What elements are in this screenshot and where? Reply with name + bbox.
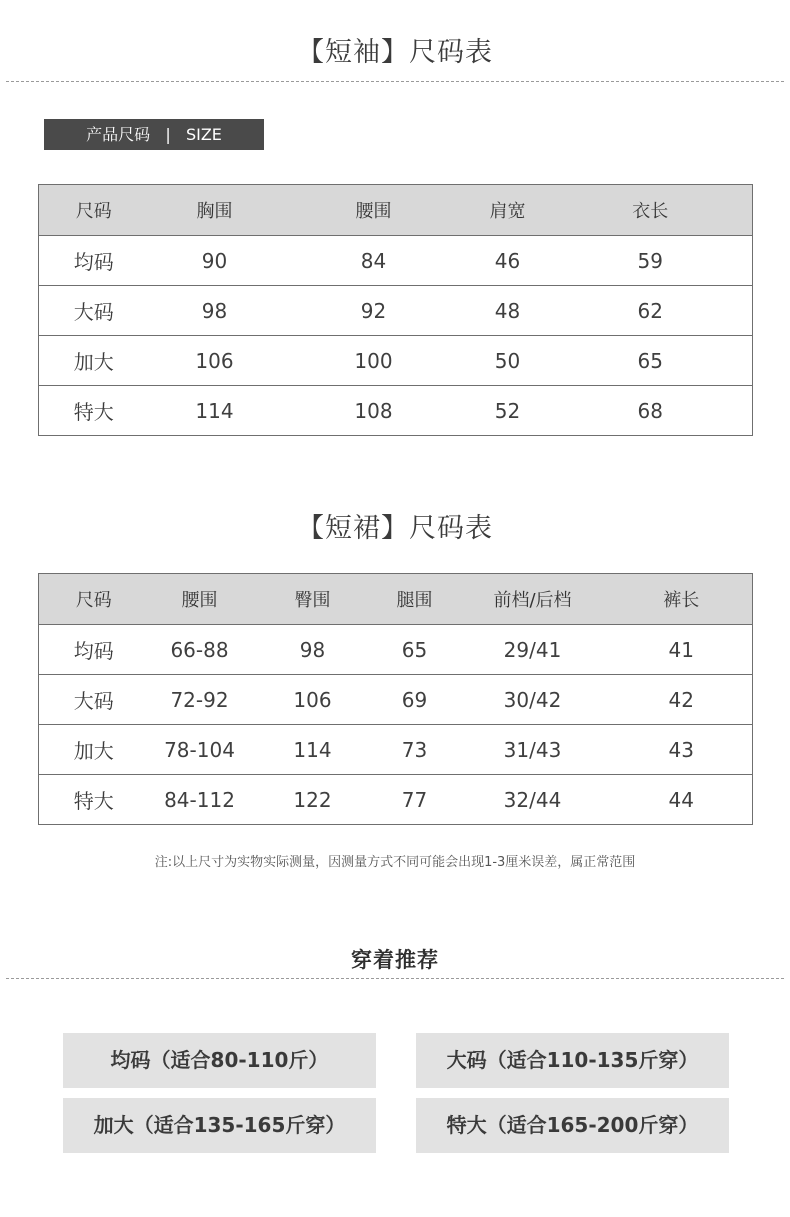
size-label: 加大	[39, 725, 149, 775]
table-cell: 108	[281, 386, 467, 436]
size-label: 加大	[39, 336, 149, 386]
size-label: 大码	[39, 675, 149, 725]
short-skirt-title: 【短裙】尺码表	[297, 513, 493, 544]
size-label: 特大	[39, 386, 149, 436]
size-label: 均码	[39, 236, 149, 286]
table-cell: 41	[611, 625, 753, 675]
table-row	[39, 236, 753, 286]
table-cell: 68	[549, 386, 753, 436]
table-cell: 43	[611, 725, 753, 775]
table-row	[39, 625, 753, 675]
table-cell: 73	[375, 725, 455, 775]
recommendation-title: 穿着推荐	[351, 948, 439, 972]
header-cell: 胸围	[149, 185, 281, 236]
table-cell: 114	[149, 386, 281, 436]
short-skirt-size-table	[38, 573, 753, 825]
table-cell: 52	[467, 386, 549, 436]
table-cell: 98	[251, 625, 375, 675]
header-cell: 尺码	[39, 574, 149, 625]
divider-top	[6, 81, 784, 82]
header-cell: 腰围	[281, 185, 467, 236]
header-cell: 肩宽	[467, 185, 549, 236]
table-cell: 62	[549, 286, 753, 336]
size-label: 大码	[39, 286, 149, 336]
recommendation-item: 大码（适合110-135斤穿）	[416, 1033, 729, 1088]
recommendation-item: 均码（适合80-110斤）	[63, 1033, 376, 1088]
header-cell: 臀围	[251, 574, 375, 625]
table-cell: 72-92	[149, 675, 251, 725]
table-cell: 106	[149, 336, 281, 386]
measurement-note: 注:以上尺寸为实物实际测量，因测量方式不同可能会出现1-3厘米误差，属正常范围	[154, 855, 636, 870]
header-cell: 衣长	[549, 185, 753, 236]
table-row	[39, 725, 753, 775]
recommendation-item: 特大（适合165-200斤穿）	[416, 1098, 729, 1153]
table-row	[39, 675, 753, 725]
size-badge: 产品尺码 | SIZE	[44, 119, 264, 150]
table-cell: 42	[611, 675, 753, 725]
table-cell: 44	[611, 775, 753, 825]
header-cell: 腰围	[149, 574, 251, 625]
divider-recommendation	[6, 978, 784, 979]
table-cell: 77	[375, 775, 455, 825]
table-cell: 98	[149, 286, 281, 336]
recommendation-item: 加大（适合135-165斤穿）	[63, 1098, 376, 1153]
table-cell: 32/44	[455, 775, 611, 825]
table-cell: 30/42	[455, 675, 611, 725]
table-cell: 59	[549, 236, 753, 286]
table-row	[39, 386, 753, 436]
table-cell: 66-88	[149, 625, 251, 675]
table-row	[39, 775, 753, 825]
size-label: 特大	[39, 775, 149, 825]
header-cell: 裤长	[611, 574, 753, 625]
table-row	[39, 286, 753, 336]
table-cell: 92	[281, 286, 467, 336]
table-cell: 84	[281, 236, 467, 286]
header-cell: 腿围	[375, 574, 455, 625]
table-cell: 122	[251, 775, 375, 825]
table-cell: 100	[281, 336, 467, 386]
header-cell: 尺码	[39, 185, 149, 236]
table-cell: 31/43	[455, 725, 611, 775]
table-cell: 90	[149, 236, 281, 286]
header-cell: 前档/后档	[455, 574, 611, 625]
table-cell: 48	[467, 286, 549, 336]
table-cell: 78-104	[149, 725, 251, 775]
table-row	[39, 336, 753, 386]
table-header-row	[39, 185, 753, 236]
table-cell: 106	[251, 675, 375, 725]
short-sleeve-size-table	[38, 184, 753, 436]
table-cell: 65	[549, 336, 753, 386]
short-sleeve-title: 【短袖】尺码表	[297, 37, 493, 68]
table-cell: 29/41	[455, 625, 611, 675]
table-cell: 65	[375, 625, 455, 675]
table-cell: 114	[251, 725, 375, 775]
table-cell: 84-112	[149, 775, 251, 825]
table-cell: 69	[375, 675, 455, 725]
table-header-row	[39, 574, 753, 625]
table-cell: 50	[467, 336, 549, 386]
size-label: 均码	[39, 625, 149, 675]
table-cell: 46	[467, 236, 549, 286]
